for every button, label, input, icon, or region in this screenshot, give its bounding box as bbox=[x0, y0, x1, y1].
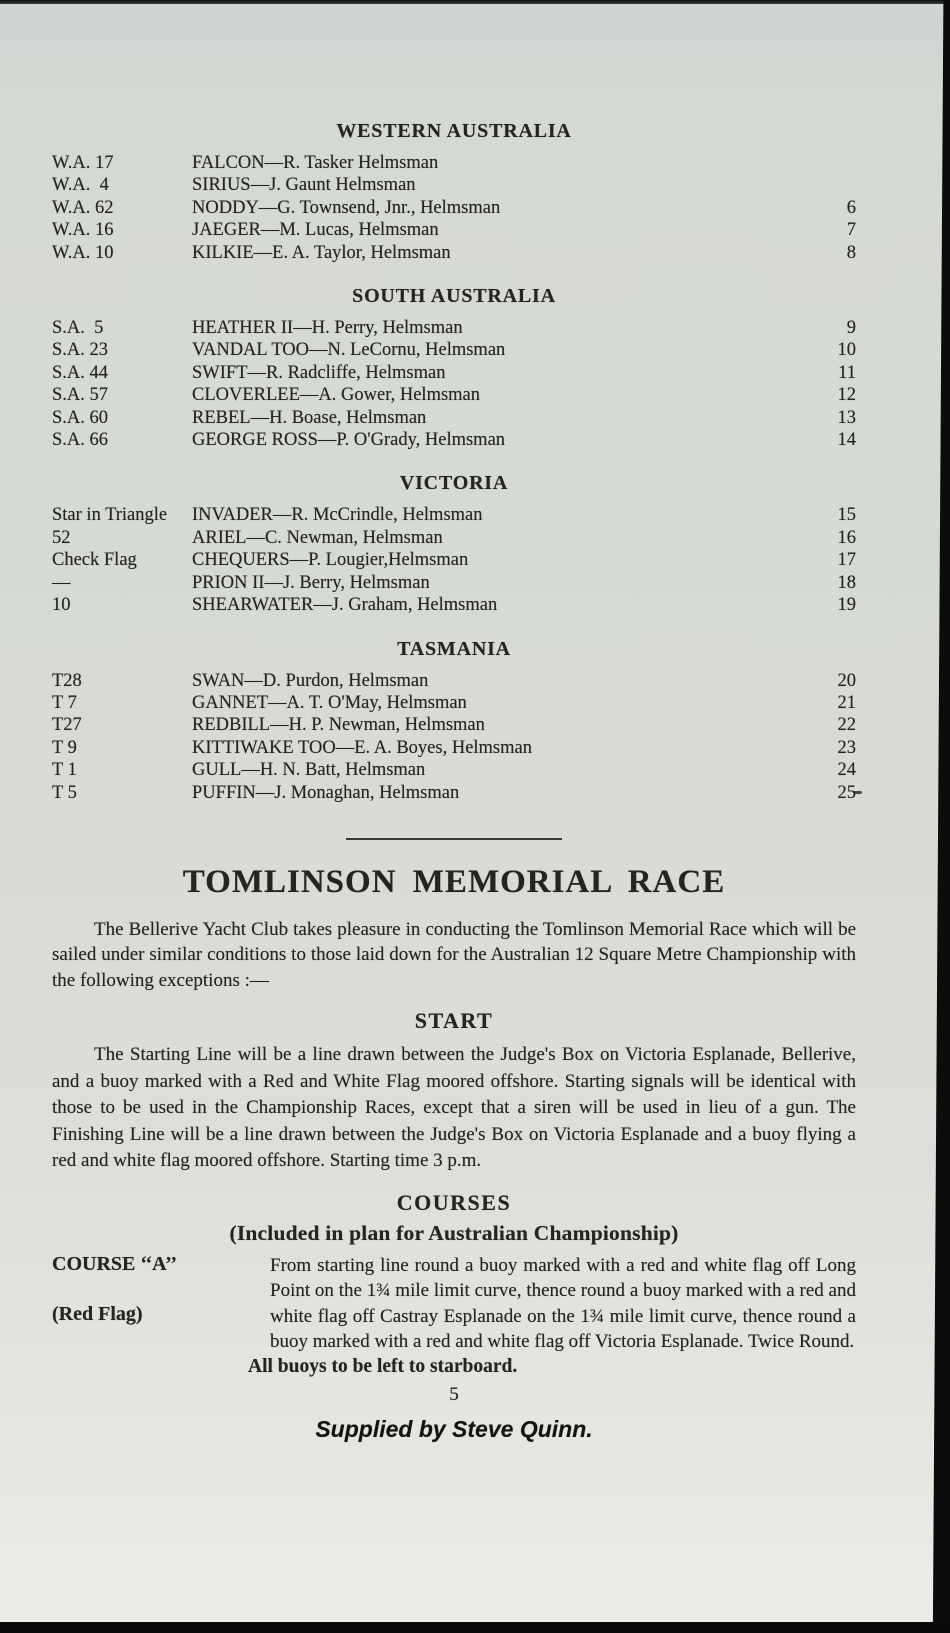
boat-and-helmsman: KILKIE—E. A. Taylor, Helmsman bbox=[192, 242, 451, 263]
sail-number: W.A. 62 bbox=[52, 197, 114, 218]
fleet-section-tasmania bbox=[52, 638, 856, 804]
boat-and-helmsman: GULL—H. N. Batt, Helmsman bbox=[192, 760, 426, 781]
page-number: 5 bbox=[449, 1383, 459, 1405]
start-paragraph: The Starting Line will be a line drawn between the Judge's Box on Victoria Esplanade, Bellerive, and a buoy marked with a Red and White Flag moored offshore. Starting signals will be identical with those to be used in the Championship Races, except that a siren will be used in lieu of a gun. The Finishing Line will be a line drawn between the Judge's Box on Victoria Esplanade and a buoy flying a red and white flag moored offshore. Starting time 3 p.m. bbox=[52, 1044, 856, 1172]
fleet-row bbox=[52, 362, 856, 384]
sail-number: S.A. 57 bbox=[52, 385, 109, 406]
race-number: 16 bbox=[837, 527, 856, 548]
boat-and-helmsman: SWAN—D. Purdon, Helmsman bbox=[192, 670, 429, 691]
sail-number: T28 bbox=[52, 670, 82, 691]
boat-and-helmsman: KITTIWAKE TOO—E. A. Boyes, Helmsman bbox=[192, 737, 532, 758]
boat-and-helmsman: INVADER—R. McCrindle, Helmsman bbox=[192, 505, 483, 526]
fleet-row bbox=[52, 737, 856, 759]
fleet-row bbox=[52, 670, 856, 692]
fleet-section-victoria bbox=[52, 472, 856, 616]
fleet-row bbox=[52, 692, 856, 714]
course-a-block bbox=[52, 1253, 856, 1355]
sail-number: W.A. 4 bbox=[52, 175, 109, 196]
race-number: 13 bbox=[837, 407, 856, 428]
sail-number: S.A. 44 bbox=[52, 362, 109, 383]
race-number: 18 bbox=[837, 572, 856, 593]
race-number: 10 bbox=[837, 340, 856, 361]
boat-and-helmsman: SIRIUS—J. Gaunt Helmsman bbox=[192, 175, 416, 196]
fleet-row bbox=[52, 384, 856, 406]
fleet-row bbox=[52, 317, 856, 339]
boat-and-helmsman: PUFFIN—J. Monaghan, Helmsman bbox=[192, 782, 460, 803]
sail-number: W.A. 10 bbox=[52, 242, 114, 263]
race-number: 14 bbox=[837, 430, 856, 451]
section-heading: SOUTH AUSTRALIA bbox=[352, 285, 556, 308]
sail-number: W.A. 16 bbox=[52, 220, 114, 241]
sail-number: — bbox=[52, 572, 71, 593]
boat-and-helmsman: VANDAL TOO—N. LeCornu, Helmsman bbox=[192, 340, 506, 361]
race-number: 17 bbox=[837, 550, 856, 571]
boat-and-helmsman: CLOVERLEE—A. Gower, Helmsman bbox=[192, 385, 481, 406]
race-number: 6 bbox=[846, 197, 856, 218]
fleet-row bbox=[52, 197, 856, 219]
race-number: 9 bbox=[846, 318, 856, 339]
course-a-description: From starting line round a buoy marked with a red and white flag off Long Point on the 1¾ mile limit curve, thence round a buoy marked with a red and white flag off Castray Esplanade on the 1¾ mile limit curve, thence round a buoy marked with a red and white flag off Victoria Esplanade. Twice Round. bbox=[270, 1254, 856, 1353]
fleet-row bbox=[52, 504, 856, 526]
sail-number: T27 bbox=[52, 715, 82, 736]
page-title: TOMLINSON MEMORIAL RACE bbox=[182, 863, 726, 900]
fleet-row bbox=[52, 527, 856, 549]
start-heading: START bbox=[414, 1008, 494, 1034]
fleet-row bbox=[52, 714, 856, 736]
fleet-row bbox=[52, 242, 856, 264]
fleet-row bbox=[52, 549, 856, 571]
fleet-row bbox=[52, 152, 856, 174]
fleet-section-western-australia bbox=[52, 120, 856, 264]
section-heading: WESTERN AUSTRALIA bbox=[336, 120, 572, 142]
boat-and-helmsman: GEORGE ROSS—P. O'Grady, Helmsman bbox=[192, 430, 506, 451]
race-number: 15 bbox=[837, 505, 856, 526]
course-a-labels bbox=[52, 1253, 270, 1355]
boat-and-helmsman: SHEARWATER—J. Graham, Helmsman bbox=[192, 595, 498, 616]
course-a-flag-label: (Red Flag) bbox=[52, 1302, 143, 1325]
intro-paragraph: The Bellerive Yacht Club takes pleasure in conducting the Tomlinson Memorial Race which will be sailed under similar conditions to those laid down for the Australian 12 Square Metre Championship with the following exceptions :— bbox=[52, 918, 856, 991]
race-number: 24 bbox=[837, 760, 856, 781]
race-number: 25 bbox=[837, 782, 856, 803]
boat-and-helmsman: REBEL—H. Boase, Helmsman bbox=[192, 407, 427, 428]
boat-and-helmsman: FALCON—R. Tasker Helmsman bbox=[192, 153, 439, 173]
race-number: 11 bbox=[838, 362, 856, 383]
race-number: 20 bbox=[837, 670, 856, 691]
buoys-note: All buoys to be left to starboard. bbox=[248, 1355, 518, 1377]
sail-number: 10 bbox=[52, 595, 71, 616]
sail-number: 52 bbox=[52, 527, 71, 548]
sail-number: T 1 bbox=[52, 760, 77, 781]
fleet-row bbox=[52, 782, 856, 804]
boat-and-helmsman: GANNET—A. T. O'May, Helmsman bbox=[192, 692, 467, 713]
boat-and-helmsman: REDBILL—H. P. Newman, Helmsman bbox=[192, 715, 485, 736]
sail-number: T 9 bbox=[52, 737, 77, 758]
fleet-row bbox=[52, 759, 856, 781]
boat-and-helmsman: CHEQUERS—P. Lougier,Helmsman bbox=[192, 550, 469, 571]
fleet-row bbox=[52, 219, 856, 241]
supplier-credit: Supplied by Steve Quinn. bbox=[315, 1415, 593, 1442]
section-heading: VICTORIA bbox=[399, 472, 509, 495]
race-number: 12 bbox=[837, 385, 856, 406]
boat-and-helmsman: ARIEL—C. Newman, Helmsman bbox=[192, 527, 443, 548]
courses-subheading: (Included in plan for Australian Championship) bbox=[229, 1220, 679, 1245]
race-number: 8 bbox=[846, 242, 856, 263]
sail-number: S.A. 66 bbox=[52, 430, 109, 451]
race-number: 21 bbox=[837, 692, 856, 713]
boat-and-helmsman: SWIFT—R. Radcliffe, Helmsman bbox=[192, 362, 446, 383]
fleet-row bbox=[52, 429, 856, 451]
race-number: 19 bbox=[837, 595, 856, 616]
race-number: 22 bbox=[837, 715, 856, 736]
sail-number: S.A. 60 bbox=[52, 407, 109, 428]
fleet-row bbox=[52, 174, 856, 196]
sail-number: S.A. 5 bbox=[52, 318, 104, 339]
section-divider-rule bbox=[346, 838, 562, 840]
boat-and-helmsman: PRION II—J. Berry, Helmsman bbox=[192, 572, 430, 593]
sail-number: S.A. 23 bbox=[52, 340, 109, 361]
fleet-row bbox=[52, 572, 856, 594]
sail-number: Star in Triangle bbox=[52, 505, 168, 526]
fleet-row bbox=[52, 594, 856, 616]
boat-and-helmsman: NODDY—G. Townsend, Jnr., Helmsman bbox=[192, 197, 501, 218]
boat-and-helmsman: HEATHER II—H. Perry, Helmsman bbox=[192, 318, 463, 339]
course-a-label: COURSE ‘‘A’’ bbox=[52, 1252, 177, 1275]
sail-number: T 5 bbox=[52, 782, 77, 803]
boat-and-helmsman: JAEGER—M. Lucas, Helmsman bbox=[192, 220, 439, 241]
fleet-section-south-australia bbox=[52, 285, 856, 451]
section-heading: TASMANIA bbox=[397, 637, 511, 660]
fleet-row bbox=[52, 407, 856, 429]
race-number: 23 bbox=[837, 737, 856, 758]
sail-number: Check Flag bbox=[52, 550, 137, 571]
scan-edge-bottom bbox=[0, 1622, 950, 1633]
sail-number: W.A. 17 bbox=[52, 153, 114, 173]
fleet-row bbox=[52, 339, 856, 361]
race-number: 7 bbox=[846, 220, 856, 241]
sail-number: T 7 bbox=[52, 692, 77, 713]
courses-heading: COURSES bbox=[396, 1189, 512, 1215]
